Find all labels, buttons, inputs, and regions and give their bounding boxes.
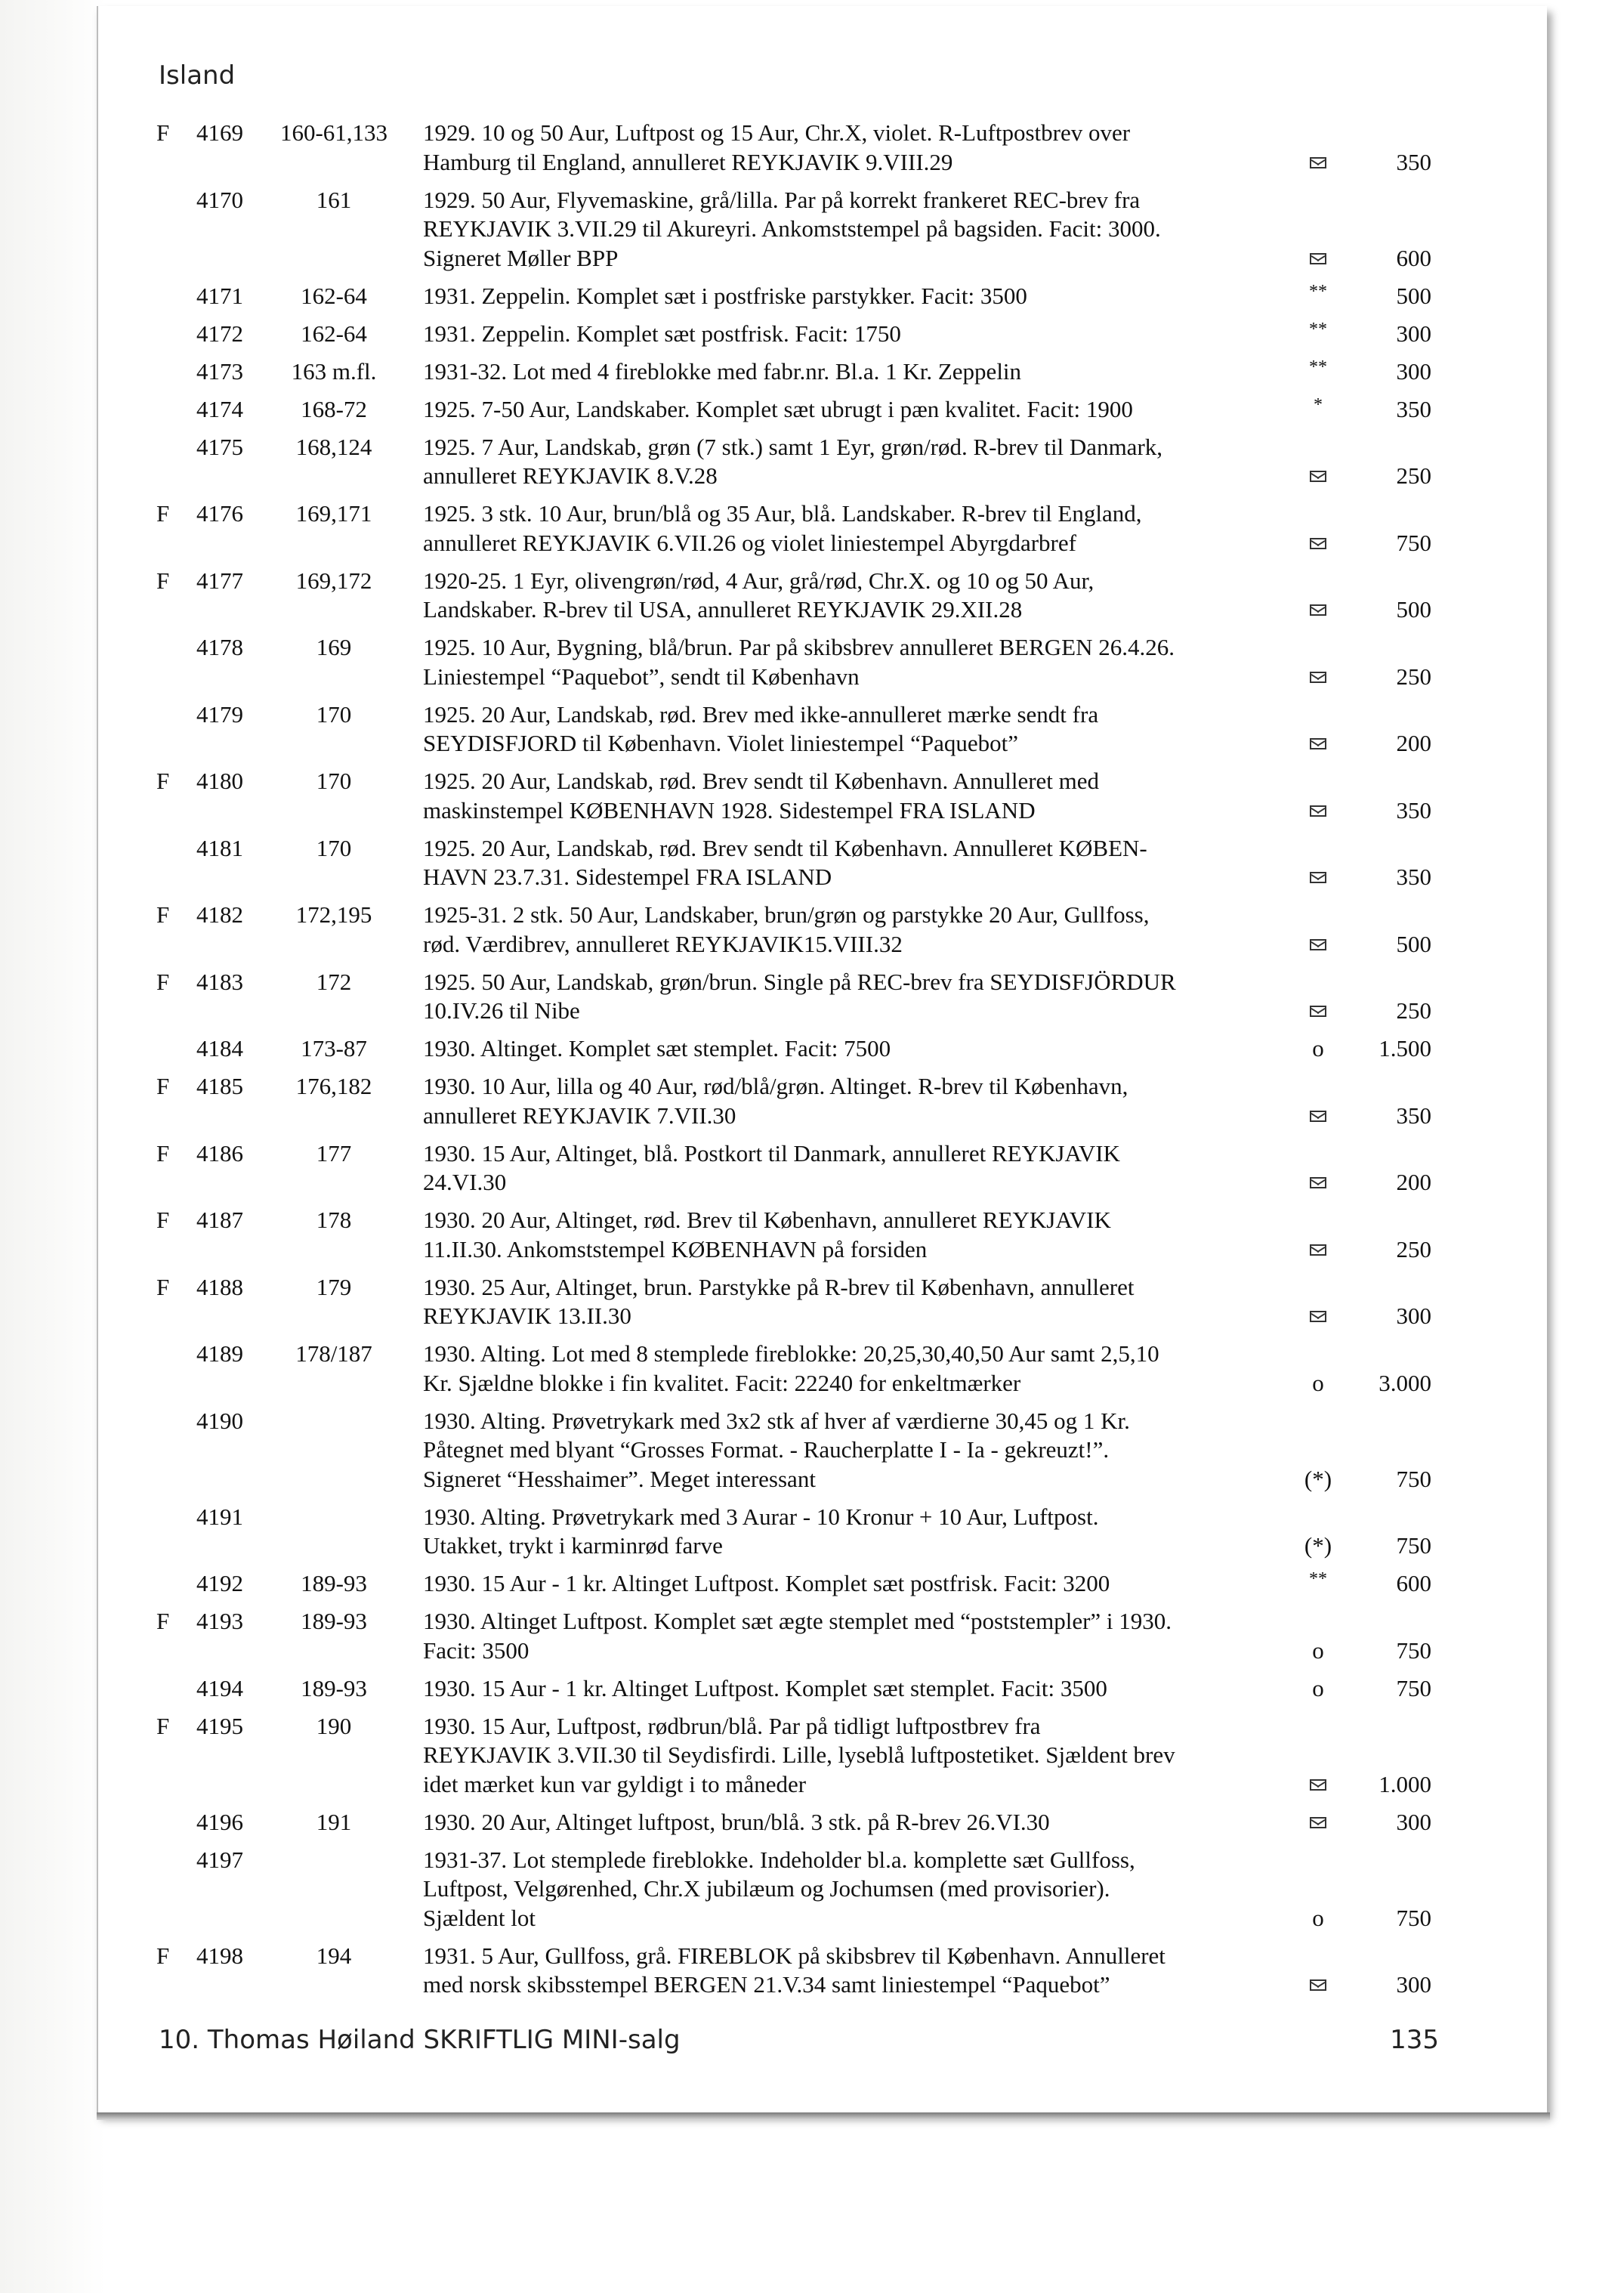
lot-number: 4185 [196, 1073, 243, 1099]
lot-number: 4182 [196, 901, 243, 928]
lot-row [0, 1607, 1624, 1665]
description-line: 1920-25. 1 Eyr, olivengrøn/rød, 4 Aur, grå/rød, Chr.X. og 10 og 50 Aur, [423, 567, 1095, 594]
estimate-price: 600 [1396, 244, 1431, 271]
envelope-icon [1310, 157, 1326, 168]
lot-number: 4192 [196, 1570, 243, 1596]
cover-icon [1292, 244, 1345, 273]
description-line: Landskaber. R-brev til USA, annulleret REYKJAVIK 29.XII.28 [423, 596, 1023, 623]
description-line: 1930. 25 Aur, Altinget, brun. Parstykke på R-brev til København, annulleret [423, 1273, 1135, 1300]
lot-description [423, 357, 1311, 387]
envelope-icon [1310, 1006, 1326, 1017]
description-line: REYKJAVIK 3.VII.29 til Akureyri. Ankomststempel på bagsiden. Facit: 3000. [423, 215, 1161, 242]
lot-list [0, 119, 1624, 2008]
envelope-icon [1310, 538, 1326, 549]
lot-number: 4190 [196, 1407, 243, 1434]
lot-description [423, 119, 1311, 177]
description-line: annulleret REYKJAVIK 7.VII.30 [423, 1102, 736, 1129]
estimate-price: 500 [1396, 930, 1431, 957]
estimate-price: 3.000 [1379, 1369, 1431, 1396]
lot-description [423, 1273, 1311, 1331]
lot-number: 4184 [196, 1035, 243, 1062]
description-line: 1930. Alting. Prøvetrykark med 3x2 stk af hver af værdierne 30,45 og 1 Kr. [423, 1407, 1130, 1434]
lot-number: 4183 [196, 968, 243, 995]
description-line: 1925. 50 Aur, Landskab, grøn/brun. Single på REC-brev fra SEYDISFJÖRDUR [423, 968, 1176, 995]
catalog-reference: 178/187 [295, 1340, 372, 1367]
catalog-reference: 169 [316, 634, 352, 660]
lot-number: 4175 [196, 433, 243, 460]
lot-flag: F [156, 500, 170, 527]
estimate-price: 350 [1396, 796, 1431, 824]
estimate-price: 250 [1396, 462, 1431, 489]
description-line: 1930. 15 Aur - 1 kr. Altinget Luftpost. Komplet sæt stemplet. Facit: 3500 [423, 1674, 1107, 1701]
description-line: 1930. Altinget. Komplet sæt stemplet. Facit: 7500 [423, 1035, 891, 1062]
cover-icon [1292, 1235, 1345, 1265]
lot-row [0, 1034, 1624, 1064]
cover-icon [1292, 663, 1345, 692]
description-line: 1930. 15 Aur - 1 kr. Altinget Luftpost. Komplet sæt postfrisk. Facit: 3200 [423, 1570, 1110, 1596]
catalog-reference: 172,195 [295, 901, 372, 928]
description-line: Luftpost, Velgørenhed, Chr.X jubilæum og Jochumsen (med provisorier). [423, 1875, 1110, 1902]
lot-number: 4194 [196, 1674, 243, 1701]
envelope-icon [1310, 1111, 1326, 1122]
lot-number: 4171 [196, 282, 243, 309]
envelope-icon [1310, 1177, 1326, 1188]
lot-description [423, 1569, 1311, 1599]
lot-row [0, 968, 1624, 1026]
lot-row [0, 499, 1624, 558]
lot-number: 4186 [196, 1139, 243, 1167]
condition-symbol: o [1312, 1674, 1324, 1701]
description-line: Signeret “Hesshaimer”. Meget interessant [423, 1465, 816, 1492]
lot-description [423, 1607, 1311, 1665]
lot-row [0, 1808, 1624, 1837]
catalog-reference: 178 [316, 1207, 352, 1233]
estimate-price: 250 [1396, 997, 1431, 1024]
description-line: 1925. 20 Aur, Landskab, rød. Brev med ikke-annulleret mærke sendt fra [423, 700, 1099, 728]
lot-number: 4197 [196, 1846, 243, 1873]
description-line: maskinstempel KØBENHAVN 1928. Sidestempel FRA ISLAND [423, 796, 1036, 824]
estimate-price: 300 [1396, 1971, 1431, 1998]
lot-row [0, 1674, 1624, 1704]
lot-row [0, 282, 1624, 311]
envelope-icon [1310, 805, 1326, 817]
lot-flag: F [156, 567, 170, 594]
lot-flag: F [156, 1073, 170, 1099]
description-line: 1930. 15 Aur, Altinget, blå. Postkort til Danmark, annulleret REYKJAVIK [423, 1139, 1120, 1167]
estimate-price: 750 [1396, 529, 1431, 556]
lot-description [423, 1846, 1311, 1933]
description-line: 24.VI.30 [423, 1169, 507, 1195]
catalog-reference: 168-72 [301, 395, 367, 422]
catalog-reference: 162-64 [301, 320, 367, 347]
lot-row [0, 1846, 1624, 1933]
condition-symbol: o [1312, 1369, 1324, 1396]
estimate-price: 200 [1396, 1169, 1431, 1195]
lot-flag: F [156, 1273, 170, 1300]
cover-icon [1292, 729, 1345, 759]
envelope-icon [1310, 1779, 1326, 1791]
description-line: rød. Værdibrev, annulleret REYKJAVIK15.VIII.32 [423, 930, 903, 957]
description-line: REYKJAVIK 3.VII.30 til Seydisfirdi. Lille, lyseblå luftpostetiket. Sjældent brev [423, 1741, 1175, 1768]
description-line: 1925-31. 2 stk. 50 Aur, Landskaber, brun/grøn og parstykke 20 Aur, Gullfoss, [423, 901, 1150, 928]
lot-description [423, 1340, 1311, 1398]
lot-row [0, 1206, 1624, 1264]
lot-description [423, 320, 1311, 349]
lot-description [423, 1139, 1311, 1197]
lot-description [423, 1942, 1311, 2000]
catalog-reference: 173-87 [301, 1035, 367, 1062]
cover-icon [1292, 1770, 1345, 1800]
catalog-reference: 179 [316, 1273, 352, 1300]
description-line: HAVN 23.7.31. Sidestempel FRA ISLAND [423, 864, 832, 890]
envelope-icon [1310, 672, 1326, 683]
lot-description [423, 633, 1311, 691]
lot-number: 4177 [196, 567, 243, 594]
lot-number: 4191 [196, 1503, 243, 1530]
lot-description [423, 767, 1311, 825]
description-line: Liniestempel “Paquebot”, sendt til København [423, 663, 860, 690]
description-line: 1930. 20 Aur, Altinget luftpost, brun/blå. 3 stk. på R-brev 26.VI.30 [423, 1808, 1050, 1835]
lot-flag: F [156, 1942, 170, 1969]
lot-number: 4195 [196, 1712, 243, 1739]
cover-icon [1292, 1970, 1345, 2000]
lot-row [0, 395, 1624, 425]
cover-icon [1292, 1168, 1345, 1197]
lot-row [0, 186, 1624, 273]
page-number: 135 [1390, 2025, 1439, 2055]
lot-flag: F [156, 901, 170, 928]
lot-number: 4188 [196, 1273, 243, 1300]
lot-row [0, 357, 1624, 387]
lot-description [423, 1407, 1311, 1494]
lot-number: 4179 [196, 700, 243, 728]
cover-icon [1292, 796, 1345, 826]
catalog-reference: 170 [316, 700, 352, 728]
estimate-price: 750 [1396, 1636, 1431, 1664]
description-line: Påtegnet med blyant “Grosses Format. - Raucherplatte I - Ia - gekreuzt!”. [423, 1436, 1110, 1463]
description-line: med norsk skibsstempel BERGEN 21.V.34 samt liniestempel “Paquebot” [423, 1971, 1110, 1998]
catalog-reference: 160-61,133 [279, 119, 388, 146]
lot-number: 4196 [196, 1808, 243, 1835]
lot-number: 4170 [196, 186, 243, 213]
description-line: idet mærket kun var gyldigt i to måneder [423, 1770, 807, 1797]
description-line: 1931. 5 Aur, Gullfoss, grå. FIREBLOK på skibsbrev til København. Annulleret [423, 1942, 1166, 1969]
estimate-price: 350 [1396, 148, 1431, 175]
description-line: 1925. 10 Aur, Bygning, blå/brun. Par på skibsbrev annulleret BERGEN 26.4.26. [423, 634, 1175, 660]
estimate-price: 250 [1396, 663, 1431, 690]
description-line: SEYDISFJORD til København. Violet liniestempel “Paquebot” [423, 730, 1018, 756]
description-line: 1930. Alting. Lot med 8 stemplede fireblokke: 20,25,30,40,50 Aur samt 2,5,10 [423, 1340, 1159, 1367]
condition-symbol: (*) [1304, 1532, 1332, 1559]
lot-row [0, 901, 1624, 959]
description-line: 1931-37. Lot stemplede fireblokke. Indeholder bl.a. komplette sæt Gullfoss, [423, 1846, 1135, 1873]
description-line: Hamburg til England, annulleret REYKJAVIK 9.VIII.29 [423, 148, 953, 175]
condition-symbol: ** [1309, 281, 1327, 301]
lot-description [423, 1712, 1311, 1800]
lot-row [0, 1712, 1624, 1800]
condition-symbol: o [1312, 1035, 1324, 1062]
description-line: annulleret REYKJAVIK 6.VII.26 og violet liniestempel Abyrgdarbref [423, 529, 1076, 556]
lot-description [423, 186, 1311, 273]
lot-number: 4193 [196, 1608, 243, 1634]
cover-icon [1292, 595, 1345, 625]
lot-description [423, 395, 1311, 425]
lot-description [423, 1503, 1311, 1561]
lot-row [0, 834, 1624, 892]
page-edge-shadow [97, 2112, 1550, 2120]
lot-row [0, 1503, 1624, 1561]
description-line: 1930. Alting. Prøvetrykark med 3 Aurar - 10 Kronur + 10 Aur, Luftpost. [423, 1503, 1099, 1530]
catalog-reference: 169,171 [295, 500, 372, 527]
description-line: Signeret Møller BPP [423, 244, 619, 271]
lot-number: 4174 [196, 395, 243, 422]
lot-flag: F [156, 768, 170, 794]
condition-symbol: * [1314, 394, 1323, 415]
description-line: 1929. 10 og 50 Aur, Luftpost og 15 Aur, Chr.X, violet. R-Luftpostbrev over [423, 119, 1131, 146]
envelope-icon [1310, 471, 1326, 482]
lot-row [0, 1139, 1624, 1197]
description-line: 1931. Zeppelin. Komplet sæt i postfriske parstykker. Facit: 3500 [423, 282, 1027, 309]
lot-description [423, 1072, 1311, 1130]
condition-symbol: (*) [1304, 1465, 1332, 1492]
running-head: Island [159, 60, 236, 91]
catalog-reference: 169,172 [295, 567, 372, 594]
catalog-reference: 172 [316, 968, 352, 995]
lot-description [423, 499, 1311, 558]
envelope-icon [1310, 738, 1326, 749]
envelope-icon [1310, 1311, 1326, 1322]
catalog-reference: 170 [316, 768, 352, 794]
lot-description [423, 1206, 1311, 1264]
cover-icon [1292, 462, 1345, 491]
lot-row [0, 1407, 1624, 1494]
estimate-price: 500 [1396, 596, 1431, 623]
estimate-price: 300 [1396, 1808, 1431, 1835]
description-line: 1925. 7-50 Aur, Landskaber. Komplet sæt ubrugt i pæn kvalitet. Facit: 1900 [423, 395, 1133, 422]
envelope-icon [1310, 872, 1326, 883]
lot-flag: F [156, 1712, 170, 1739]
condition-symbol: ** [1309, 357, 1327, 377]
lot-row [0, 1072, 1624, 1130]
lot-description [423, 968, 1311, 1026]
lot-flag: F [156, 1207, 170, 1233]
description-line: 1925. 20 Aur, Landskab, rød. Brev sendt til København. Annulleret med [423, 768, 1100, 794]
lot-description [423, 700, 1311, 759]
estimate-price: 300 [1396, 320, 1431, 347]
catalog-reference: 162-64 [301, 282, 367, 309]
catalog-reference: 170 [316, 834, 352, 861]
footer-catalog-title: 10. Thomas Høiland SKRIFTLIG MINI-salg [159, 2025, 681, 2055]
estimate-price: 600 [1396, 1570, 1431, 1596]
description-line: annulleret REYKJAVIK 8.V.28 [423, 462, 718, 489]
description-line: Kr. Sjældne blokke i fin kvalitet. Facit: 22240 for enkeltmærker [423, 1369, 1021, 1396]
estimate-price: 350 [1396, 395, 1431, 422]
estimate-price: 200 [1396, 730, 1431, 756]
lot-row [0, 1569, 1624, 1599]
lot-description [423, 433, 1311, 491]
catalog-reference: 189-93 [301, 1674, 367, 1701]
description-line: 1931. Zeppelin. Komplet sæt postfrisk. Facit: 1750 [423, 320, 901, 347]
condition-symbol: ** [1309, 319, 1327, 339]
lot-description [423, 1034, 1311, 1064]
description-line: 1930. 15 Aur, Luftpost, rødbrun/blå. Par på tidligt luftpostbrev fra [423, 1712, 1041, 1739]
catalog-reference: 177 [316, 1139, 352, 1167]
cover-icon [1292, 930, 1345, 960]
cover-icon [1292, 1808, 1345, 1837]
lot-number: 4180 [196, 768, 243, 794]
condition-symbol: ** [1309, 1569, 1327, 1589]
catalog-reference: 161 [316, 186, 352, 213]
condition-symbol: o [1312, 1636, 1324, 1664]
description-line: 1930. 20 Aur, Altinget, rød. Brev til København, annulleret REYKJAVIK [423, 1207, 1111, 1233]
description-line: 1930. 10 Aur, lilla og 40 Aur, rød/blå/grøn. Altinget. R-brev til København, [423, 1073, 1128, 1099]
cover-icon [1292, 1102, 1345, 1131]
description-line: Facit: 3500 [423, 1636, 529, 1664]
estimate-price: 300 [1396, 1303, 1431, 1329]
estimate-price: 750 [1396, 1465, 1431, 1492]
description-line: 1930. Altinget Luftpost. Komplet sæt ægte stemplet med “poststempler” i 1930. [423, 1608, 1172, 1634]
lot-description [423, 834, 1311, 892]
description-line: 1931-32. Lot med 4 fireblokke med fabr.nr. Bl.a. 1 Kr. Zeppelin [423, 357, 1022, 385]
description-line: 1925. 20 Aur, Landskab, rød. Brev sendt til København. Annulleret KØBEN- [423, 834, 1147, 861]
description-line: 1925. 7 Aur, Landskab, grøn (7 stk.) samt 1 Eyr, grøn/rød. R-brev til Danmark, [423, 433, 1163, 460]
lot-description [423, 282, 1311, 311]
estimate-price: 350 [1396, 1102, 1431, 1129]
lot-number: 4172 [196, 320, 243, 347]
lot-number: 4181 [196, 834, 243, 861]
estimate-price: 250 [1396, 1235, 1431, 1262]
catalog-reference: 190 [316, 1712, 352, 1739]
description-line: Utakket, trykt i karminrød farve [423, 1532, 723, 1559]
lot-row [0, 320, 1624, 349]
lot-row [0, 767, 1624, 825]
lot-description [423, 1674, 1311, 1704]
lot-row [0, 433, 1624, 491]
description-line: Sjældent lot [423, 1904, 536, 1931]
lot-number: 4187 [196, 1207, 243, 1233]
description-line: 1929. 50 Aur, Flyvemaskine, grå/lilla. Par på korrekt frankeret REC-brev fra [423, 186, 1141, 213]
lot-description [423, 1808, 1311, 1837]
lot-description [423, 901, 1311, 959]
lot-row [0, 700, 1624, 759]
cover-icon [1292, 529, 1345, 558]
catalog-reference: 163 m.fl. [291, 357, 377, 385]
estimate-price: 500 [1396, 282, 1431, 309]
description-line: 1925. 3 stk. 10 Aur, brun/blå og 35 Aur, blå. Landskaber. R-brev til England, [423, 500, 1142, 527]
estimate-price: 300 [1396, 357, 1431, 385]
lot-row [0, 633, 1624, 691]
estimate-price: 350 [1396, 864, 1431, 890]
lot-number: 4189 [196, 1340, 243, 1367]
cover-icon [1292, 863, 1345, 892]
lot-description [423, 567, 1311, 625]
envelope-icon [1310, 939, 1326, 950]
lot-flag: F [156, 119, 170, 146]
lot-flag: F [156, 968, 170, 995]
estimate-price: 750 [1396, 1904, 1431, 1931]
catalog-reference: 194 [316, 1942, 352, 1969]
catalog-reference: 176,182 [295, 1073, 372, 1099]
lot-row [0, 567, 1624, 625]
description-line: 10.IV.26 til Nibe [423, 997, 580, 1024]
lot-number: 4169 [196, 119, 243, 146]
lot-number: 4173 [196, 357, 243, 385]
lot-row [0, 119, 1624, 177]
catalog-reference: 189-93 [301, 1608, 367, 1634]
envelope-icon [1310, 1817, 1326, 1828]
description-line: 11.II.30. Ankomststempel KØBENHAVN på forsiden [423, 1235, 928, 1262]
cover-icon [1292, 148, 1345, 178]
lot-row [0, 1273, 1624, 1331]
envelope-icon [1310, 604, 1326, 616]
catalog-reference: 191 [316, 1808, 352, 1835]
envelope-icon [1310, 1979, 1326, 1991]
envelope-icon [1310, 253, 1326, 264]
lot-row [0, 1340, 1624, 1398]
cover-icon [1292, 997, 1345, 1026]
condition-symbol: o [1312, 1904, 1324, 1931]
catalog-reference: 168,124 [295, 433, 372, 460]
lot-row [0, 1942, 1624, 2000]
estimate-price: 1.000 [1379, 1770, 1431, 1797]
estimate-price: 750 [1396, 1674, 1431, 1701]
lot-flag: F [156, 1139, 170, 1167]
cover-icon [1292, 1302, 1345, 1331]
envelope-icon [1310, 1244, 1326, 1256]
lot-flag: F [156, 1608, 170, 1634]
estimate-price: 750 [1396, 1532, 1431, 1559]
estimate-price: 1.500 [1379, 1035, 1431, 1062]
lot-number: 4176 [196, 500, 243, 527]
lot-number: 4198 [196, 1942, 243, 1969]
lot-number: 4178 [196, 634, 243, 660]
description-line: REYKJAVIK 13.II.30 [423, 1303, 631, 1329]
catalog-reference: 189-93 [301, 1570, 367, 1596]
